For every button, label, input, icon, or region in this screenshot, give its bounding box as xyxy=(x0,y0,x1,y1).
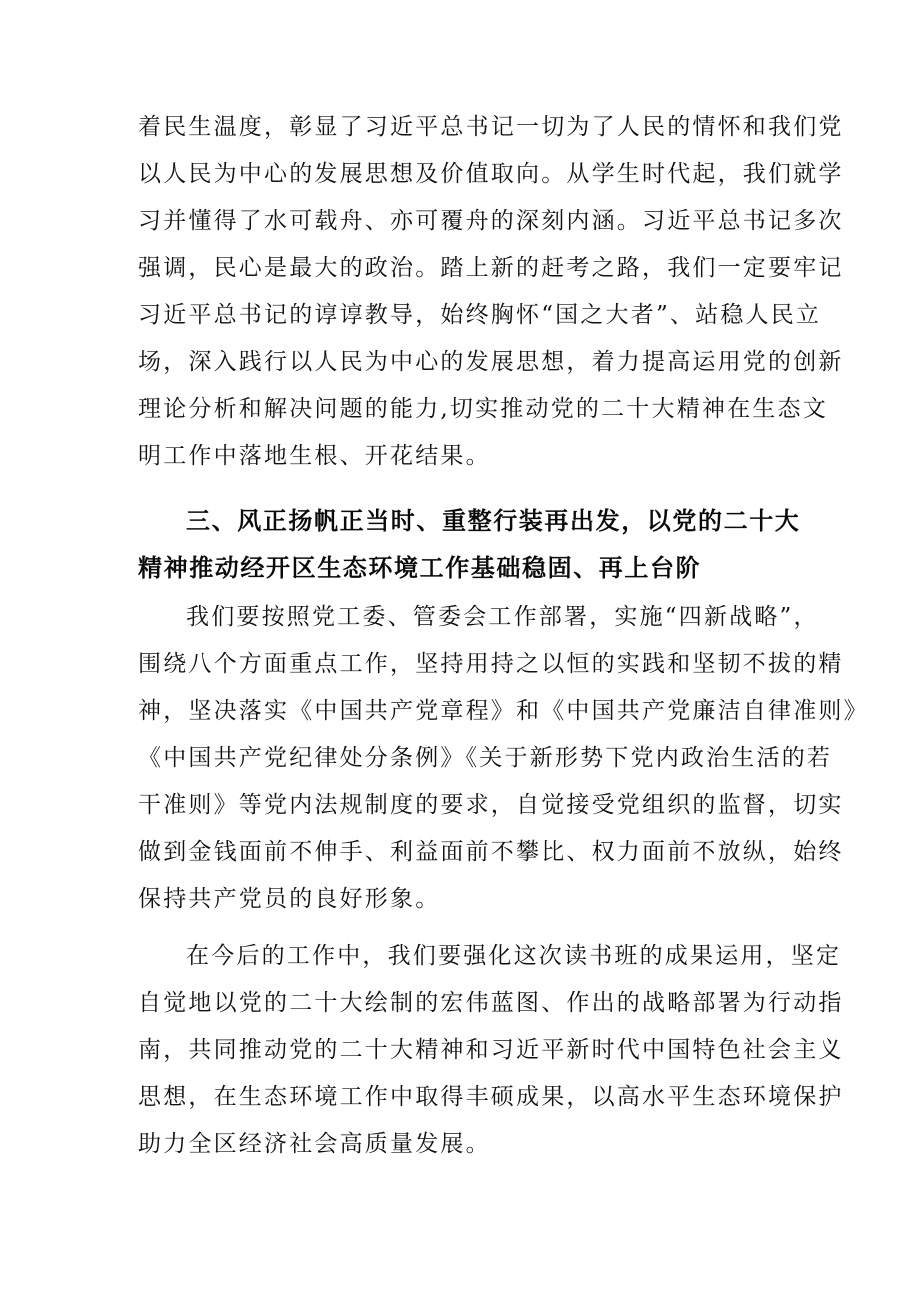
paragraph-3-line: 自觉地以党的二十大绘制的宏伟蓝图、作出的战略部署为行动指 xyxy=(138,990,844,1016)
paragraph-1-line: 习近平总书记的谆谆教导，始终胸怀“国之大者”、站稳人民立 xyxy=(138,302,822,328)
paragraph-2-line: 神，坚决落实《中国共产党章程》和《中国共产党廉洁自律准则》 xyxy=(138,698,869,724)
paragraph-1-line: 理论分析和解决问题的能力,切实推动党的二十大精神在生态文 xyxy=(138,396,828,422)
paragraph-2 xyxy=(138,594,869,923)
paragraph-2-line: 我们要按照党工委、管委会工作部署，实施“四新战略”， xyxy=(186,604,819,630)
paragraph-2-line: 围绕八个方面重点工作，坚持用持之以恒的实践和坚韧不拔的精 xyxy=(138,651,844,677)
paragraph-1 xyxy=(138,104,844,480)
paragraph-1-line: 以人民为中心的发展思想及价值取向。从学生时代起，我们就学 xyxy=(138,161,844,187)
paragraph-3 xyxy=(138,933,844,1168)
paragraph-3-line: 助力全区经济社会高质量发展。 xyxy=(138,1131,491,1157)
paragraph-3-line: 南，共同推动党的二十大精神和习近平新时代中国特色社会主义 xyxy=(138,1037,844,1063)
paragraph-2-line: 《中国共产党纪律处分条例》《关于新形势下党内政治生活的若 xyxy=(138,745,833,771)
paragraph-3-line: 思想，在生态环境工作中取得丰硕成果，以高水平生态环境保护 xyxy=(138,1084,844,1110)
paragraph-2-line: 干准则》等党内法规制度的要求，自觉接受党组织的监督，切实 xyxy=(138,792,844,818)
paragraph-2-line: 做到金钱面前不伸手、利益面前不攀比、权力面前不放纵，始终 xyxy=(138,839,844,865)
paragraph-1-line: 场，深入践行以人民为中心的发展思想，着力提高运用党的创新 xyxy=(138,349,844,375)
paragraph-1-line: 明工作中落地生根、开花结果。 xyxy=(138,443,491,469)
paragraph-3-line: 在今后的工作中，我们要强化这次读书班的成果运用，坚定 xyxy=(186,943,842,969)
paragraph-1-line: 习并懂得了水可载舟、亦可覆舟的深刻内涵。习近平总书记多次 xyxy=(138,208,844,234)
paragraph-2-line: 保持共产党员的良好形象。 xyxy=(138,886,441,912)
paragraph-1-line: 着民生温度，彰显了习近平总书记一切为了人民的情怀和我们党 xyxy=(138,114,844,140)
section-heading xyxy=(138,498,801,592)
paragraph-1-line: 强调，民心是最大的政治。踏上新的赶考之路，我们一定要牢记 xyxy=(138,255,844,281)
section-heading-line: 精神推动经开区生态环境工作基础稳固、再上台阶 xyxy=(138,554,702,582)
section-heading-line: 三、风正扬帆正当时、重整行装再出发，以党的二十大 xyxy=(186,507,801,535)
